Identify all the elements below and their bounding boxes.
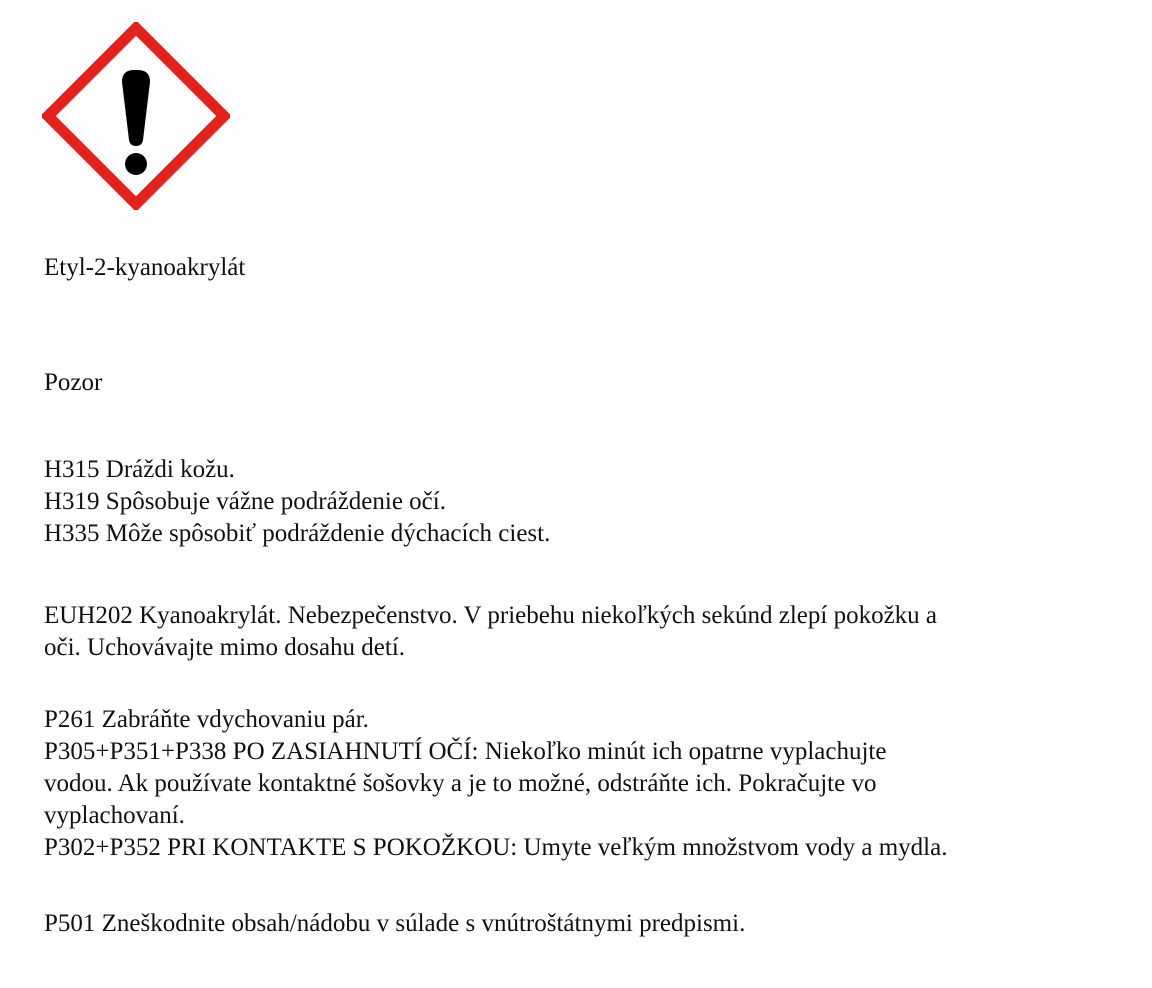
- precautionary-statement-line: P261 Zabráňte vdychovaniu pár.: [44, 706, 369, 733]
- exclamation-dot: [125, 153, 147, 175]
- euh-statement-line: EUH202 Kyanoakrylát. Nebezpečenstvo. V priebehu niekoľkých sekúnd zlepí pokožku a: [44, 602, 938, 629]
- precautionary-statement-line: P302+P352 PRI KONTAKTE S POKOŽKOU: Umyte veľkým množstvom vody a mydla.: [44, 834, 948, 861]
- euh-statement: [44, 600, 937, 664]
- precautionary-statement-line: vodou. Ak používate kontaktné šošovky a je to možné, odstráňte ich. Pokračujte vo: [44, 770, 877, 797]
- precautionary-statements: [44, 704, 947, 864]
- disposal-statement: P501 Zneškodnite obsah/nádobu v súlade s vnútroštátnymi predpismi.: [44, 910, 746, 937]
- hazard-statements: [44, 454, 550, 550]
- hazard-statement: H319 Spôsobuje vážne podráždenie očí.: [44, 488, 446, 515]
- precautionary-statement-line: P305+P351+P338 PO ZASIAHNUTÍ OČÍ: Niekoľko minút ich opatrne vyplachujte: [44, 738, 887, 765]
- ghs07-exclamation-mark-icon: [42, 22, 230, 210]
- hazard-statement: H335 Môže spôsobiť podráždenie dýchacích ciest.: [44, 520, 551, 547]
- signal-word: Pozor: [44, 369, 103, 396]
- product-name: Etyl-2-kyanoakrylát: [44, 254, 246, 281]
- hazard-statement: H315 Dráždi kožu.: [44, 456, 235, 483]
- precautionary-statement-line: vyplachovaní.: [44, 802, 185, 829]
- euh-statement-line: oči. Uchovávajte mimo dosahu detí.: [44, 634, 406, 661]
